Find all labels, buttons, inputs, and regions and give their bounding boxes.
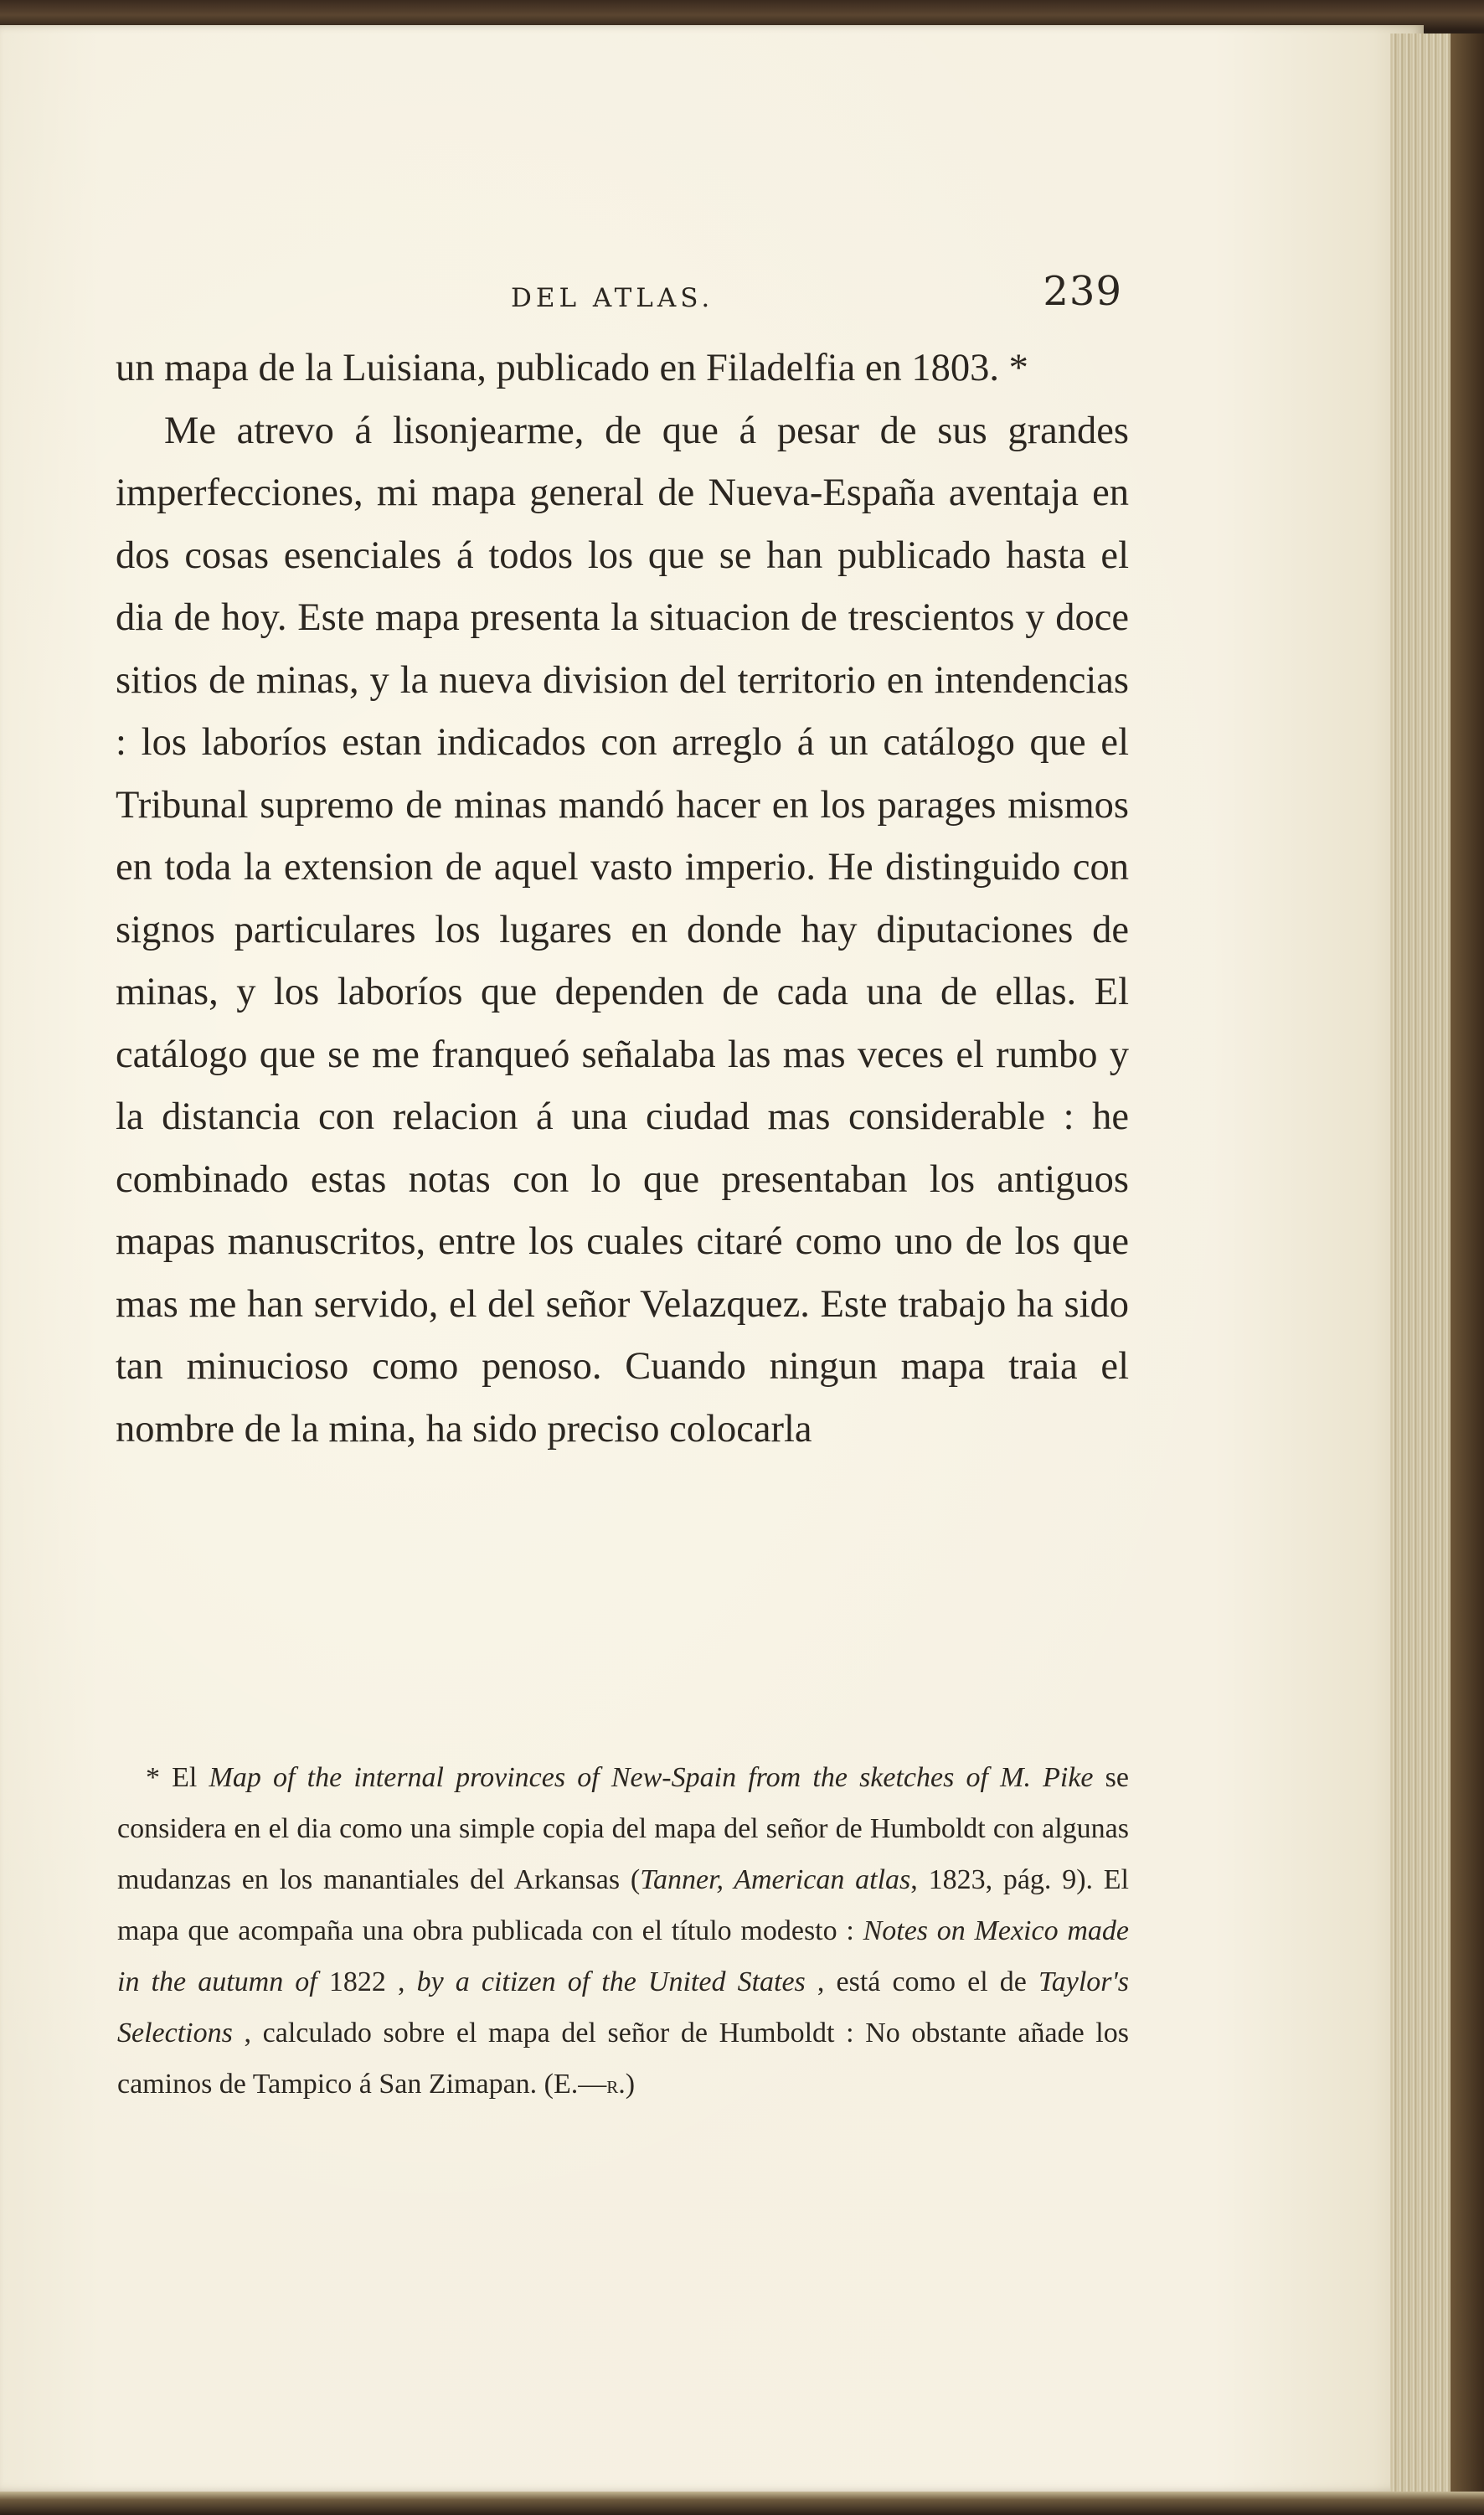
paragraph-continued: un mapa de la Luisiana, publicado en Filadelfia en 1803. * bbox=[116, 347, 1028, 389]
footnote-paragraph bbox=[117, 1752, 1129, 2110]
footnote-marker: * bbox=[146, 1762, 160, 1793]
footnote-segment: , está como el de bbox=[805, 1966, 1038, 1997]
footnote-segment-italic: Tanner, American atlas bbox=[640, 1864, 911, 1895]
footnote-segment: .) bbox=[618, 2069, 636, 2100]
footnote-segment: 1822 , bbox=[317, 1966, 417, 1997]
paragraph: Me atrevo á lisonjearme, de que á pesar de sus grandes imperfecciones, mi mapa general de Nueva-España aventaja en dos cosas esenciales á todos los que se han publicado hasta el dia de hoy. Este mapa presenta la situacion de trescientos y doce sitios de minas, y la nueva division del territorio en intendencias : los laboríos estan indicados con arreglo á un catálogo que el Tribunal supremo de minas mandó hacer en los parages mismos en toda la extension de aquel vasto imperio. He distinguido con signos particulares los lugares en donde hay diputaciones de minas, y los laboríos que dependen de cada una de ellas. El catálogo que se me franqueó señalaba las mas veces el rumbo y la distancia con relacion á una ciudad mas considerable : he combinado estas notas con lo que presentaban los antiguos mapas manuscritos, entre los cuales citaré como uno de los que mas me han servido, el del señor Velazquez. Este trabajo ha sido tan minucioso como penoso. Cuando ningun mapa traia el nombre de la mina, ha sido preciso colocarla bbox=[116, 409, 1129, 1451]
footnote-segment: El bbox=[160, 1762, 209, 1793]
footnote-segment-italic: by a citizen of the United States bbox=[416, 1966, 806, 1997]
body-text bbox=[116, 338, 1129, 1461]
running-title: DEL ATLAS. bbox=[511, 283, 714, 313]
footnote bbox=[117, 1752, 1129, 2110]
page-edges bbox=[1390, 33, 1484, 2496]
page-number: 239 bbox=[1043, 268, 1122, 315]
footnote-segment-italic: Taylor's Selections bbox=[117, 1966, 1130, 2049]
bottom-edge bbox=[0, 2492, 1484, 2515]
footnote-segment: se considera en el dia como una simple copia del mapa del señor de Humboldt con algunas mudanzas en los manantiales del Arkansas ( bbox=[117, 1762, 1130, 1895]
running-head bbox=[117, 268, 1122, 327]
footnote-segment-smallcaps: r bbox=[606, 2071, 619, 2099]
footnote-segment: , 1823, pág. 9). El mapa que acompaña una obra publicada con el título modesto : bbox=[117, 1864, 1129, 1946]
page-sheet bbox=[0, 25, 1424, 2492]
footnote-segment-italic: Notes on Mexico made in the autumn of bbox=[117, 1915, 1129, 1997]
footnote-segment-italic: Map of the internal provinces of New-Spain from the sketches of M. Pike bbox=[209, 1762, 1094, 1793]
footnote-segment: , calculado sobre el mapa del señor de Humboldt : No obstante añade los caminos de Tampico á San Zimapan. (E.— bbox=[117, 2018, 1129, 2100]
